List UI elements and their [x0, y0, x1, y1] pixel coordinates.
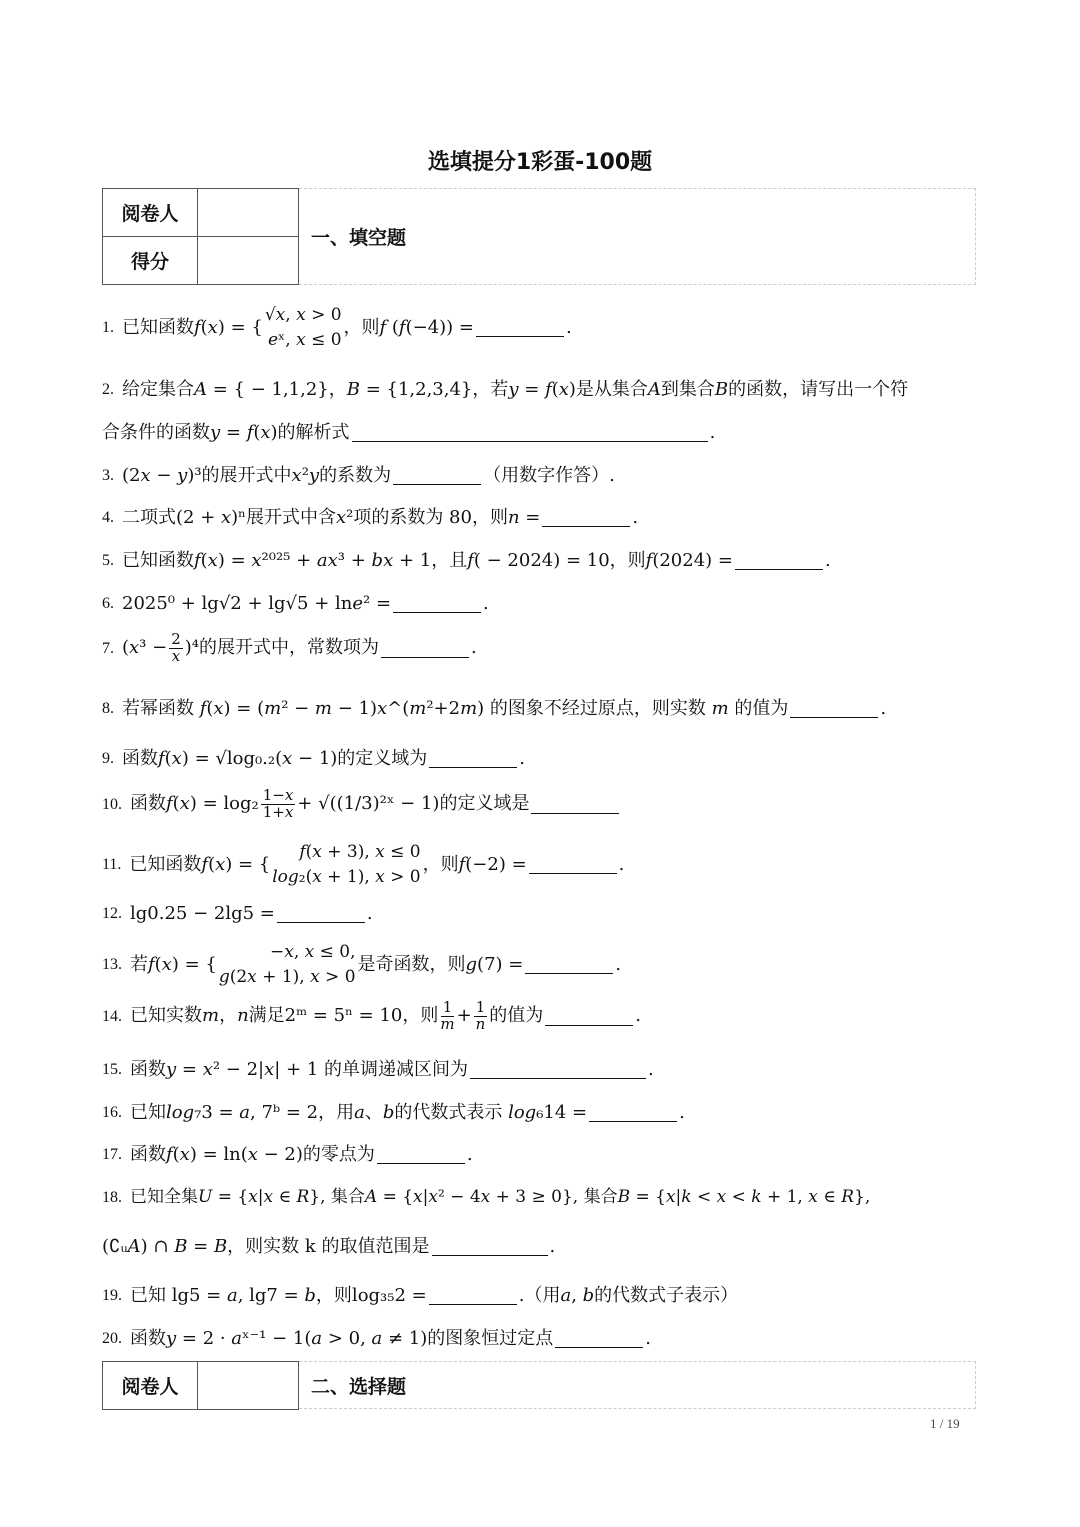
reviewer-cell: [198, 189, 299, 237]
piecewise: [272, 840, 420, 889]
answer-blank: [277, 904, 365, 923]
question-19: [102, 1285, 738, 1307]
question-text: 若幂函数 𝑓(𝑥) = (𝑚² − 𝑚 − 1)𝑥^(𝑚²+2𝑚) 的图象不经过原点，则实数 𝑚 的值为: [122, 698, 789, 719]
suffix: .: [648, 1059, 654, 1080]
grading-table-2: [102, 1361, 299, 1410]
answer-blank: [542, 508, 630, 527]
question-17: [102, 1144, 473, 1166]
case-2: 𝑙𝑜𝑔₂(𝑥 + 1), 𝑥 > 0: [272, 866, 421, 887]
suffix: .: [825, 550, 831, 571]
denominator: 𝑛: [475, 1014, 486, 1033]
piecewise: [265, 303, 342, 352]
question-number: 13.: [102, 956, 122, 974]
suffix: .: [709, 422, 716, 443]
answer-blank: [790, 699, 878, 718]
case-1: √𝑥, 𝑥 > 0: [264, 305, 342, 325]
numerator: 1−𝑥: [262, 786, 294, 804]
suffix: .: [566, 316, 572, 338]
question-15: [102, 1059, 654, 1081]
denominator: 𝑚: [440, 1014, 455, 1033]
question-1: [102, 303, 572, 352]
question-number: 14.: [102, 1007, 122, 1025]
case-1: 𝑓(𝑥 + 3), 𝑥 ≤ 0: [299, 842, 421, 862]
answer-blank: [555, 1329, 643, 1348]
question-text: 已知函数𝑓(𝑥) = {: [122, 316, 263, 338]
question-number: 15.: [102, 1061, 122, 1079]
suffix: （用数字作答）.: [483, 465, 615, 486]
question-number: 4.: [102, 509, 114, 527]
page-title: 选填提分1彩蛋-100题: [427, 150, 653, 175]
fraction: [474, 1000, 488, 1033]
question-16: [102, 1102, 685, 1124]
case-2: 𝑔(2𝑥 + 1), 𝑥 > 0: [218, 966, 356, 987]
answer-blank: [470, 1060, 646, 1079]
question-number: 6.: [102, 595, 114, 613]
question-number: 2.: [102, 381, 114, 399]
question-6: [102, 593, 489, 615]
question-14: [102, 1000, 641, 1033]
question-number: 5.: [102, 552, 114, 570]
question-text: 已知函数𝑓(𝑥) = {: [129, 853, 271, 875]
numerator: 1: [442, 998, 453, 1016]
answer-blank: [429, 1286, 517, 1305]
answer-blank: [393, 594, 481, 613]
answer-blank: [531, 795, 619, 814]
question-number: 1.: [102, 319, 114, 337]
suffix: .: [645, 1328, 652, 1349]
question-text: 函数𝑦 = 𝑥² − 2|𝑥| + 1 的单调递减区间为: [130, 1059, 469, 1080]
question-text: +: [456, 1005, 472, 1027]
reviewer-cell: [198, 1362, 299, 1410]
suffix: .: [366, 903, 373, 924]
fraction: [169, 632, 183, 665]
question-number: 3.: [102, 467, 114, 485]
question-number: 12.: [102, 905, 122, 923]
suffix: .: [466, 1144, 473, 1165]
suffix: .: [880, 698, 887, 719]
question-text: 2025⁰ + lg√2 + lg√5 + ln𝑒² =: [122, 593, 392, 614]
answer-blank: [381, 639, 469, 658]
reviewer-label: 阅卷人: [103, 1362, 198, 1410]
question-text: 给定集合𝐴 = { − 1,1,2}，𝐵 = {1,2,3,4}，若𝑦 = 𝑓(𝑥)是从集合𝐴到集合𝐵的函数，请写出一个符: [122, 379, 909, 400]
question-text: 二项式(2 + 𝑥)ⁿ展开式中含𝑥²项的系数为 80，则𝑛 =: [122, 507, 541, 528]
question-9: [102, 748, 525, 770]
answer-blank: [529, 855, 617, 874]
question-8: [102, 698, 886, 720]
answer-blank: [525, 955, 613, 974]
section-heading-choice: 二、选择题: [299, 1361, 976, 1409]
question-text: 合条件的函数𝑦 = 𝑓(𝑥)的解析式: [102, 422, 350, 443]
fraction: [440, 1000, 454, 1033]
question-5: [102, 550, 831, 572]
answer-blank: [429, 749, 517, 768]
question-text: 已知 lg5 = 𝑎, lg7 = 𝑏，则log₃₅2 =: [130, 1285, 427, 1306]
question-number: 7.: [102, 639, 114, 657]
denominator: 𝑥: [171, 646, 181, 665]
question-number: 10.: [102, 795, 122, 813]
question-text: ，则𝑓(−2) =: [422, 853, 527, 875]
answer-blank: [432, 1237, 548, 1256]
score-label: 得分: [103, 237, 198, 285]
question-11: [102, 840, 624, 889]
question-text: (2𝑥 − 𝑦)³的展开式中𝑥²𝑦的系数为: [122, 465, 392, 486]
suffix: .: [635, 1005, 641, 1027]
question-12: [102, 903, 373, 925]
score-cell: [198, 237, 299, 285]
answer-blank: [352, 423, 708, 442]
answer-blank: [377, 1145, 465, 1164]
question-text: 函数𝑓(𝑥) = √log₀.₂(𝑥 − 1)的定义域为: [122, 748, 428, 769]
denominator: 1+𝑥: [262, 802, 294, 821]
suffix: .: [615, 953, 622, 975]
question-2: [102, 379, 908, 401]
question-text: 函数𝑦 = 2 · 𝑎ˣ⁻¹ − 1(𝑎 > 0, 𝑎 ≠ 1)的图象恒过定点: [130, 1328, 554, 1349]
question-13: [102, 940, 621, 989]
question-text: (𝑥³ −: [122, 637, 168, 659]
question-text: 函数𝑓(𝑥) = ln(𝑥 − 2)的零点为: [130, 1144, 375, 1165]
question-text: 若𝑓(𝑥) = {: [130, 953, 217, 975]
question-18-cont: [102, 1236, 555, 1258]
question-number: 17.: [102, 1146, 122, 1164]
numerator: 1: [475, 998, 486, 1016]
fraction: [261, 788, 296, 821]
question-number: 16.: [102, 1104, 122, 1122]
question-4: [102, 507, 638, 529]
page-number: 1 / 19: [930, 1416, 960, 1431]
question-10: [102, 788, 621, 821]
question-text: 的值为: [489, 1005, 544, 1027]
question-number: 8.: [102, 700, 114, 718]
grading-table-1: [102, 188, 299, 285]
suffix: .: [679, 1102, 685, 1123]
question-number: 11.: [102, 856, 122, 874]
piecewise: [219, 940, 356, 989]
numerator: 2: [171, 630, 181, 648]
suffix: .: [632, 507, 639, 528]
question-text: 已知函数𝑓(𝑥) = 𝑥²⁰²⁵ + 𝑎𝑥³ + 𝑏𝑥 + 1，且𝑓( − 2024) = 10，则𝑓(2024) =: [122, 550, 733, 571]
question-text: 函数𝑓(𝑥) = log₂: [130, 793, 259, 815]
question-text: lg0.25 − 2lg5 =: [130, 903, 275, 924]
case-1: −𝑥, 𝑥 ≤ 0,: [270, 942, 356, 962]
suffix: .: [471, 637, 477, 659]
answer-blank: [476, 318, 564, 337]
question-number: 20.: [102, 1330, 122, 1348]
section-heading-fill-blank: 一、填空题: [299, 188, 976, 285]
answer-blank: [545, 1007, 633, 1026]
question-number: 19.: [102, 1287, 122, 1305]
question-text: (∁ᵤ𝐴) ∩ 𝐵 = 𝐵，则实数 k 的取值范围是: [102, 1236, 430, 1257]
suffix: .（用𝑎, 𝑏的代数式子表示）: [518, 1285, 739, 1306]
question-number: 9.: [102, 750, 114, 768]
answer-blank: [735, 551, 823, 570]
question-20: [102, 1328, 651, 1350]
question-text: 已知全集𝑈 = {𝑥|𝑥 ∈ 𝑅}, 集合𝐴 = {𝑥|𝑥² − 4𝑥 + 3 ≥ 0}, 集合𝐵 = {𝑥|𝑘 < 𝑥 < 𝑘 + 1, 𝑥 ∈ 𝑅},: [130, 1187, 871, 1207]
question-number: 18.: [102, 1188, 122, 1206]
suffix: .: [618, 853, 625, 875]
question-2-cont: [102, 422, 715, 444]
question-text: )⁴的展开式中，常数项为: [184, 637, 379, 659]
question-text: ，则𝑓 (𝑓(−4)) =: [343, 316, 475, 338]
suffix: .: [549, 1236, 556, 1257]
question-3: [102, 465, 615, 487]
question-7: [102, 632, 477, 665]
question-18: [102, 1187, 870, 1207]
reviewer-label: 阅卷人: [103, 189, 198, 237]
case-2: 𝑒ˣ, 𝑥 ≤ 0: [268, 329, 342, 350]
suffix: .: [483, 593, 489, 614]
question-text: 已知𝑙𝑜𝑔₇3 = 𝑎, 7ᵇ = 2，用𝑎、𝑏的代数式表示 𝑙𝑜𝑔₆14 =: [130, 1102, 588, 1123]
question-text: 已知实数𝑚，𝑛满足2ᵐ = 5ⁿ = 10，则: [130, 1005, 439, 1027]
answer-blank: [393, 466, 481, 485]
question-text: 是奇函数，则𝑔(7) =: [357, 953, 524, 975]
answer-blank: [589, 1103, 677, 1122]
suffix: .: [519, 748, 526, 769]
question-text: + √((1/3)²ˣ − 1)的定义域是: [297, 793, 530, 815]
